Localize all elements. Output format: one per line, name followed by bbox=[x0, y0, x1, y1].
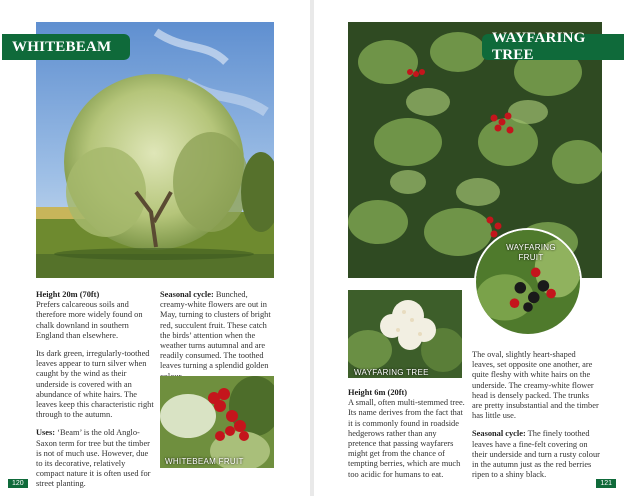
seasonal-cycle-label: Seasonal cycle: bbox=[160, 290, 214, 299]
right-page bbox=[314, 0, 624, 496]
whitebeam-fruit-photo bbox=[160, 376, 274, 468]
leaves-text: Its dark green, irregularly-toothed leaves appear to turn silver when caught by the wind as their underside is covered with an abundance of white hairs. The leaves keep this characteristic right through to the autumn. bbox=[36, 349, 154, 420]
page-number-left: 120 bbox=[8, 479, 28, 488]
soil-text: Prefers calcareous soils and therefore more widely found on chalk downland in southern England than elsewhere. bbox=[36, 300, 143, 340]
seasonal-cycle-label-wayfaring: Seasonal cycle: bbox=[472, 429, 526, 439]
height-label-wayfaring: Height 6m (20ft) bbox=[348, 388, 408, 397]
page-number-right: 121 bbox=[596, 479, 616, 488]
leaves-flowers-text: The oval, slightly heart-shaped leaves, set opposite one another, are quite fleshy with white hairs on the underside. The creamy-white flower head is densely packed. The trunks are pretty insubstantial and the timber has little use. bbox=[472, 350, 599, 421]
wayfaring-flower-caption: WAYFARING TREE bbox=[354, 368, 429, 377]
text-column-1 bbox=[36, 290, 154, 498]
text-column-2 bbox=[160, 290, 272, 390]
left-page bbox=[0, 0, 310, 496]
wayfaring-flower-photo bbox=[348, 290, 462, 378]
height-label: Height 20m (70ft) bbox=[36, 290, 100, 299]
uses-text: ‘Beam’ is the old Anglo-Saxon term for tree but the timber is not of much use. However, due to its decorative, relatively compact nature it is often used for street planting. bbox=[36, 428, 151, 489]
whitebeam-tree-photo bbox=[36, 22, 274, 278]
wayfaring-fruit-caption: WAYFARING FRUIT bbox=[506, 243, 556, 262]
page-title-wayfaring-tree: WAYFARING TREE bbox=[482, 34, 624, 60]
whitebeam-fruit-caption: WHITEBEAM FRUIT bbox=[165, 457, 244, 466]
page-title-whitebeam: WHITEBEAM bbox=[2, 34, 130, 60]
text-column-4 bbox=[472, 350, 600, 488]
seasonal-cycle-text-wayfaring: The finely toothed leaves have a fine-felt covering on their underside and turn a rusty colour in the autumn just as the red berries ripen to a shiny black. bbox=[472, 429, 600, 480]
description-text: A small, often multi-stemmed tree. Its name derives from the fact that it is commonly found in roadside hedgerows rather than any pretence that passing wayfarers might get from the chance of tempting berries, which are much too acidic for humans to eat. bbox=[348, 398, 465, 479]
uses-label: Uses: bbox=[36, 428, 56, 438]
seasonal-cycle-text: Bunched, creamy-white flowers are out in May, turning to clusters of bright red, succulent fruit. These catch the birds’ attention when the weather turns autumnal and are readily consumed. The toothed leaves turning a splendid golden bbox=[160, 290, 271, 371]
text-column-3 bbox=[348, 388, 466, 488]
